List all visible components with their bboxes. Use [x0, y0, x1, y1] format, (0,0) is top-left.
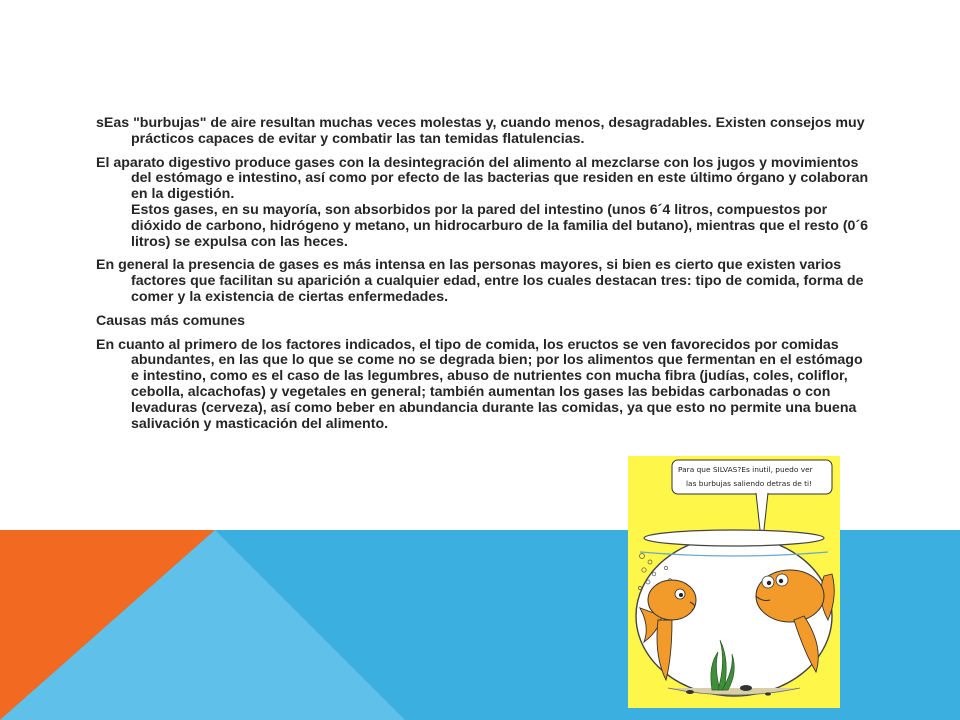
bubble-text-line1: Para que SILVAS?Es inutil, puedo ver — [678, 465, 813, 474]
paragraph-digestive-main: El aparato digestivo produce gases con la desintegración del alimento al mezclarse con los jugos y movimientos del estómago e intestino, así como por efecto de las bacterias que residen en este último órgano y colaboran en la digestión. — [96, 154, 869, 203]
paragraph-digestive-continuation: Estos gases, en su mayoría, son absorbidos por la pared del intestino (unos 6´4 litros, compuestos por dióxido de carbono, hidrógeno y metano, un hidrocarburo de la familia del butano), mientras que el resto (0´6 litros) se expulsa con las heces. — [131, 201, 869, 250]
body-text — [96, 116, 870, 440]
cartoon-illustration — [628, 456, 840, 708]
paragraph-intro: sEas "burbujas" de aire resultan muchas veces molestas y, cuando menos, desagradables. Existen consejos muy prácticos capaces de evitar y combatir las tan temidas flatulencias. — [96, 115, 865, 147]
paragraph-digestive — [96, 156, 870, 251]
paragraph-general: En general la presencia de gases es más intensa en las personas mayores, si bien es cierto que existen varios factores que facilitan su aparición a cualquier edad, entre los cuales destacan tres: tipo de comida, forma de comer y la existencia de ciertas enfermedades. — [96, 257, 864, 305]
fish-cartoon — [628, 456, 840, 708]
bowl-rim — [644, 530, 824, 546]
paragraph-causes: En cuanto al primero de los factores indicados, el tipo de comida, los eructos se ven favorecidos por comidas abundantes, en las que lo que se come no se degrada bien; por los alimentos que fermentan en el estómago e intestino, como es el caso de las legumbres, abuso de nutrientes con mucha fibra (judías, coles, coliflor, cebolla, alcachofas) y vegetales en general; también aumentan los gases las bebidas carbonadas o con levaduras (cerveza), así como beber en abundancia durante las comidas, ya que esto no permite una buena salivación y masticación del alimento. — [96, 336, 863, 432]
section-heading: Causas más comunes — [96, 312, 246, 329]
bubble-text-line2: las burbujas saliendo detras de ti! — [686, 479, 813, 488]
